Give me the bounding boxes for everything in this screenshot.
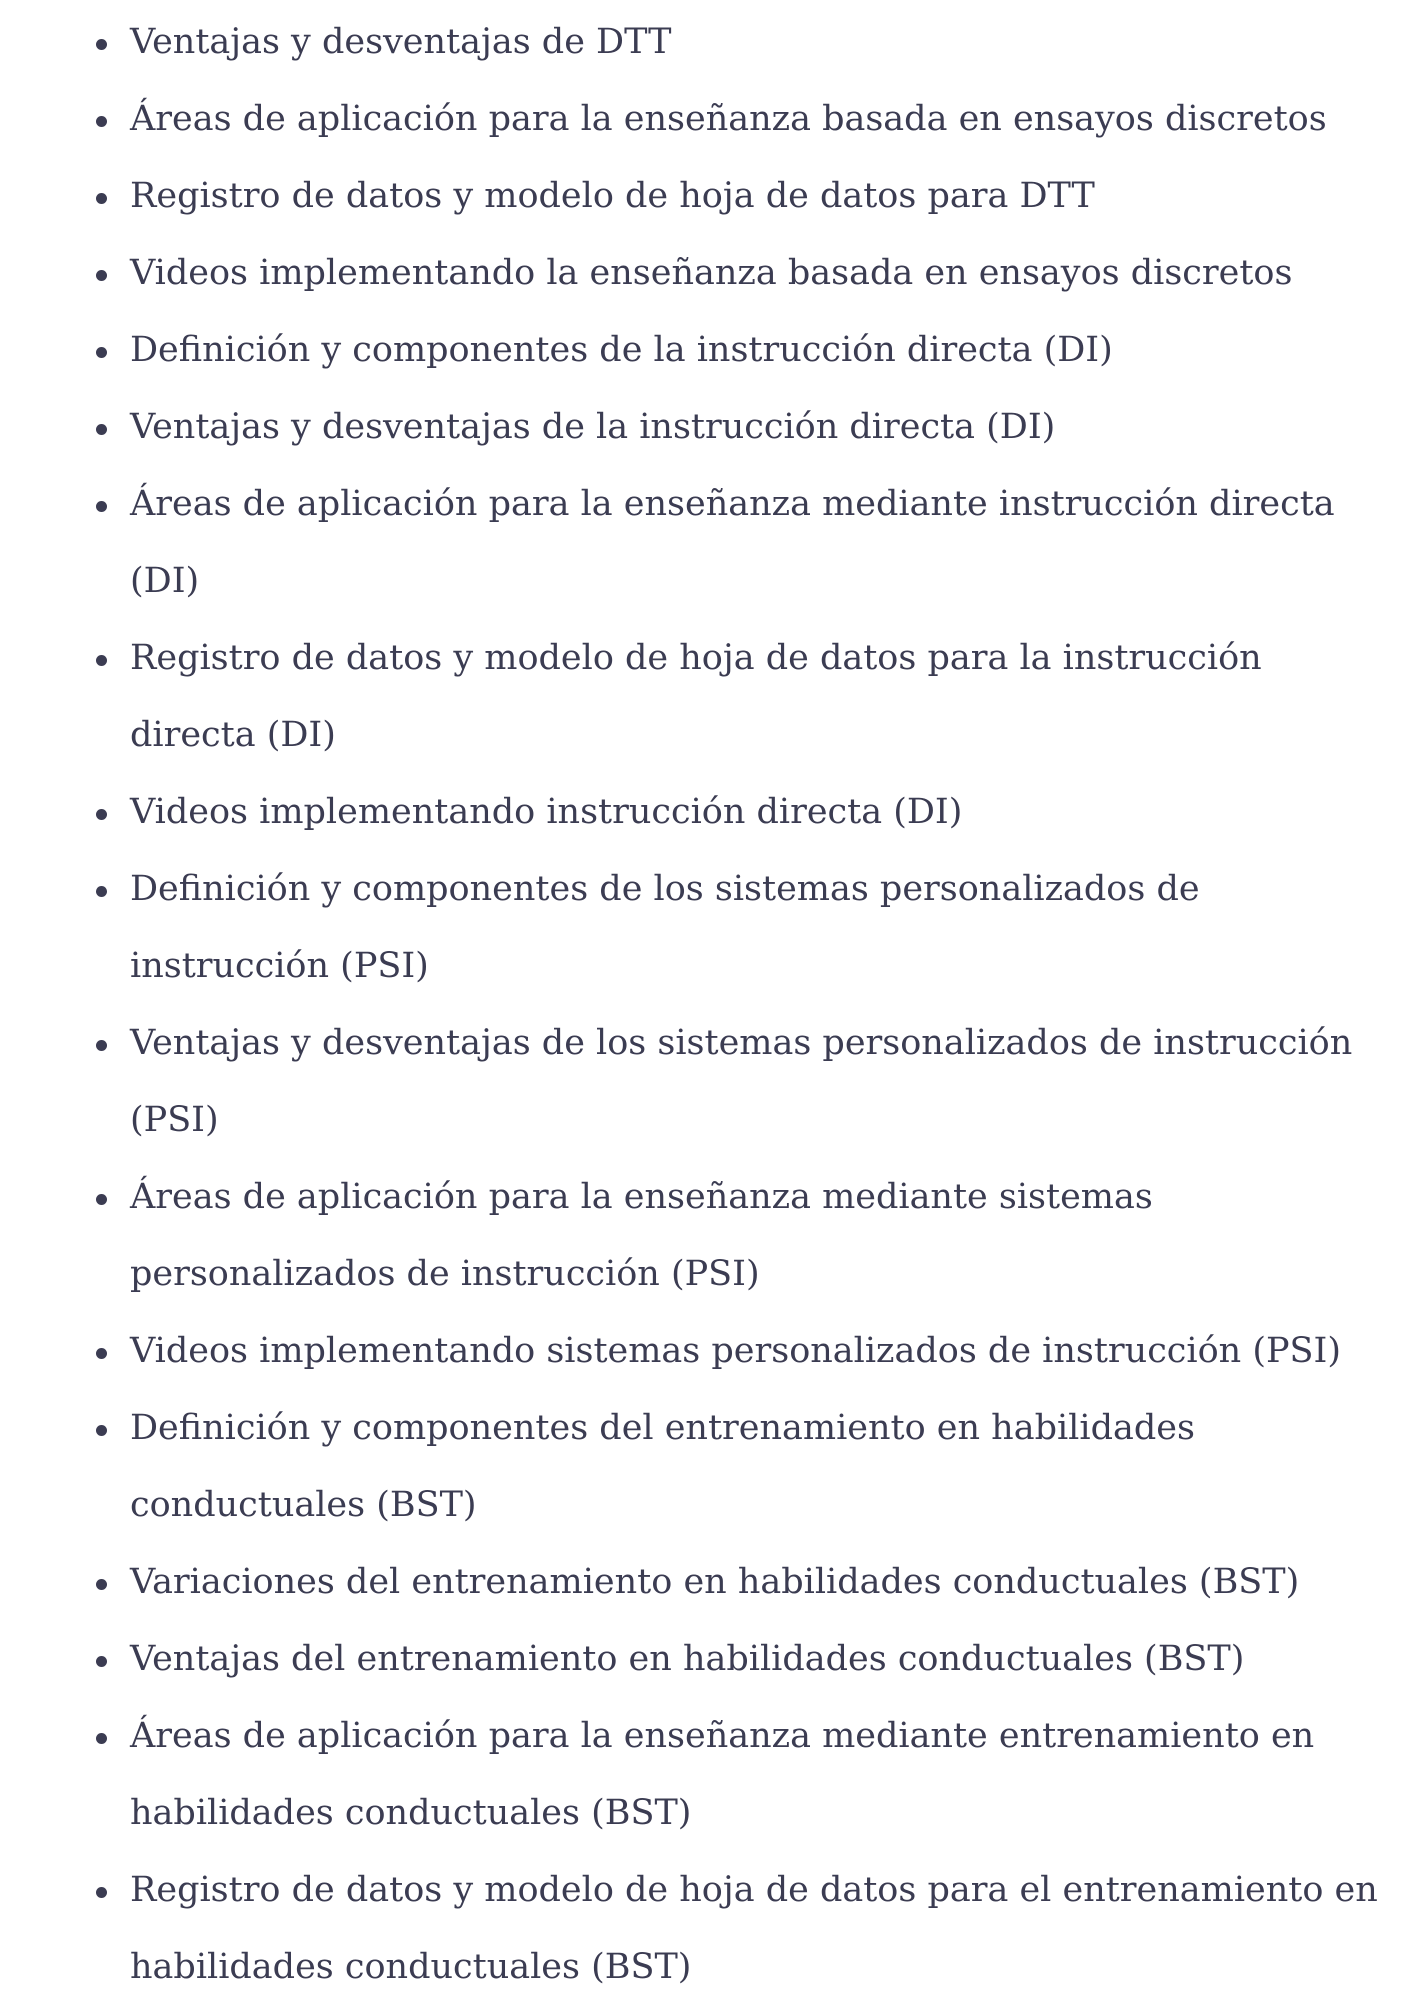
list-item: Áreas de aplicación para la enseñanza mediante sistemas personalizados de instrucción (PSI)	[130, 1159, 1400, 1313]
list-item: Videos implementando instrucción directa (DI)	[130, 774, 1400, 851]
list-item: Áreas de aplicación para la enseñanza basada en ensayos discretos	[130, 81, 1400, 158]
topic-list	[0, 4, 1400, 2006]
list-item: Áreas de aplicación para la enseñanza mediante instrucción directa (DI)	[130, 466, 1400, 620]
list-item: Definición y componentes del entrenamiento en habilidades conductuales (BST)	[130, 1390, 1400, 1544]
list-item: Registro de datos y modelo de hoja de datos para la instrucción directa (DI)	[130, 620, 1400, 774]
list-item: Ventajas y desventajas de los sistemas personalizados de instrucción (PSI)	[130, 1005, 1400, 1159]
list-item: Registro de datos y modelo de hoja de datos para DTT	[130, 158, 1400, 235]
list-item: Videos implementando sistemas personalizados de instrucción (PSI)	[130, 1313, 1400, 1390]
list-item: Definición y componentes de los sistemas personalizados de instrucción (PSI)	[130, 851, 1400, 1005]
list-item: Definición y componentes de la instrucción directa (DI)	[130, 312, 1400, 389]
list-item: Variaciones del entrenamiento en habilidades conductuales (BST)	[130, 1544, 1400, 1621]
list-item: Ventajas y desventajas de la instrucción directa (DI)	[130, 389, 1400, 466]
list-item: Registro de datos y modelo de hoja de datos para el entrenamiento en habilidades conductuales (BST)	[130, 1852, 1400, 2006]
list-item: Videos implementando la enseñanza basada en ensayos discretos	[130, 235, 1400, 312]
list-item: Áreas de aplicación para la enseñanza mediante entrenamiento en habilidades conductuales (BST)	[130, 1698, 1400, 1852]
list-item: Ventajas del entrenamiento en habilidades conductuales (BST)	[130, 1621, 1400, 1698]
list-item: Ventajas y desventajas de DTT	[130, 4, 1400, 81]
